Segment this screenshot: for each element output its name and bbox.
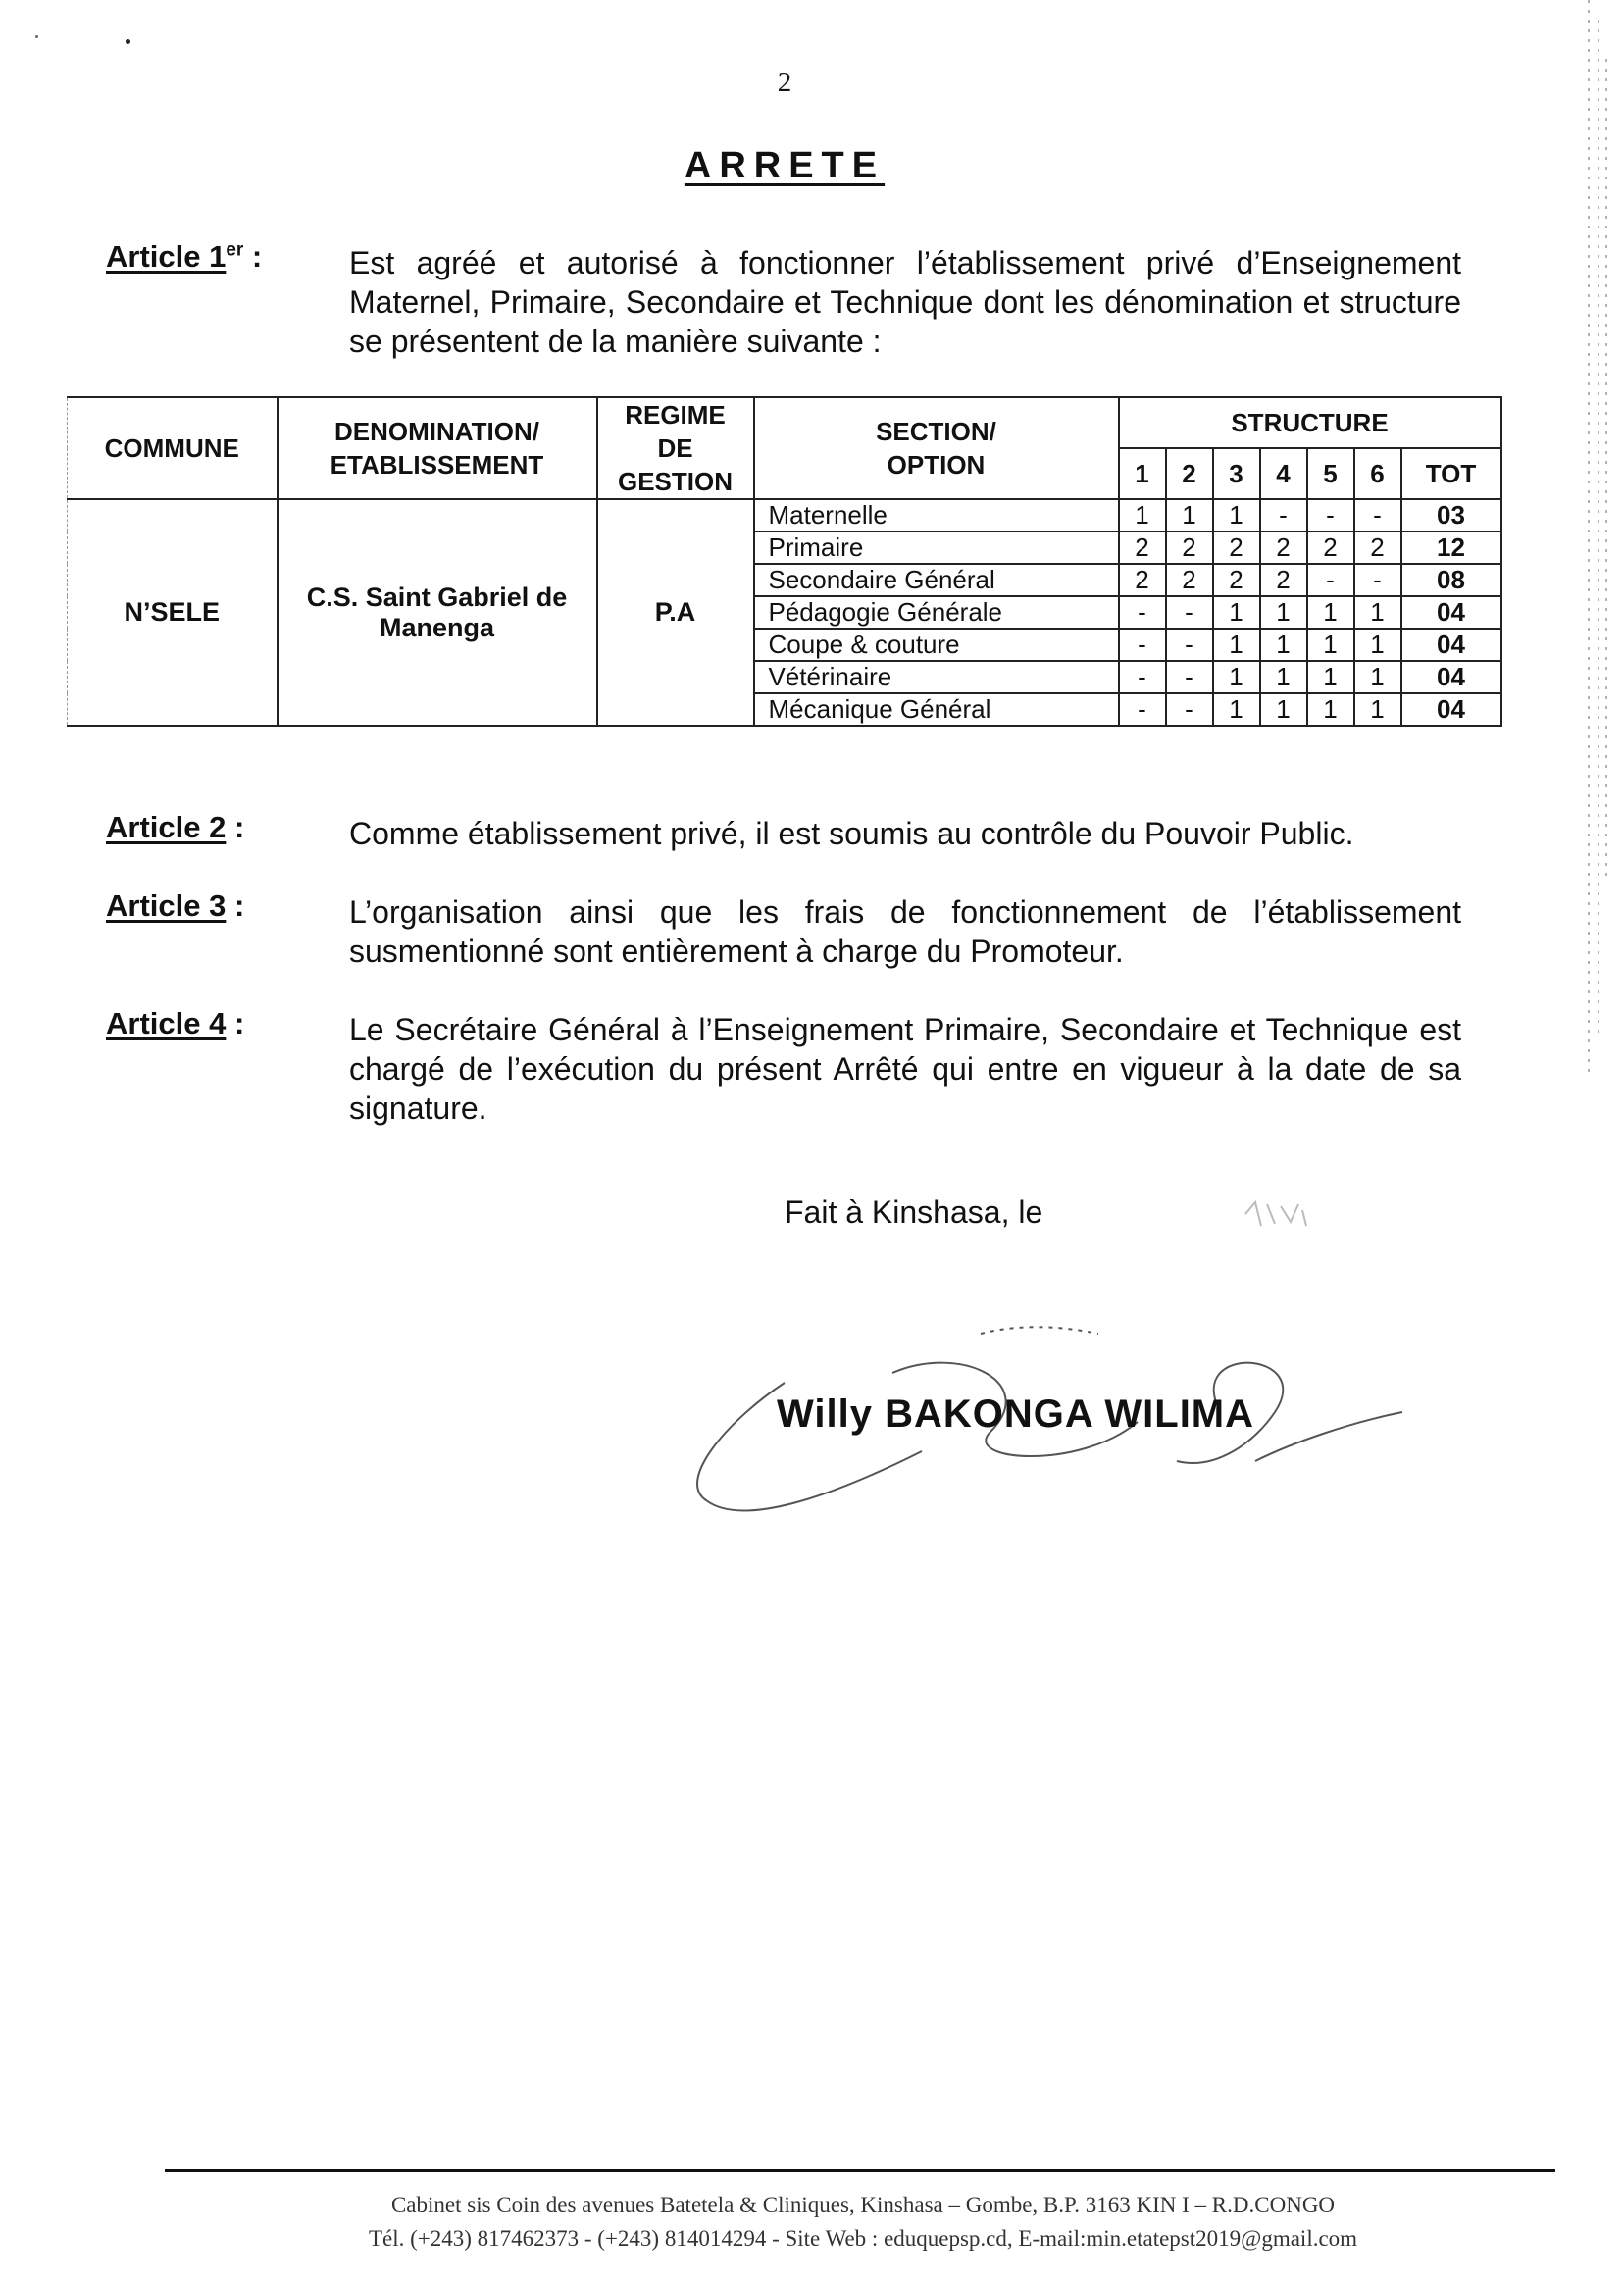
article-2-colon: : [226, 810, 245, 844]
header-denomination: DENOMINATION/ ETABLISSEMENT [278, 397, 597, 499]
footer-contact: Tél. (+243) 817462373 - (+243) 814014294 - Site Web : eduquepsp.cd, E-mail:min.etatepst2019@gmail.com [368, 2226, 1358, 2251]
value-cell: 1 [1213, 693, 1260, 726]
article-3-colon: : [226, 888, 245, 923]
regime-cell: P.A [597, 499, 754, 726]
value-cell: 1 [1119, 499, 1166, 531]
header-year-2: 2 [1166, 448, 1213, 499]
scan-speck [126, 39, 130, 44]
value-cell: 1 [1213, 661, 1260, 693]
value-cell: - [1166, 693, 1213, 726]
article-1-title: Article 1 [106, 239, 227, 274]
signatory-name: Willy BAKONGA WILIMA [777, 1392, 1255, 1436]
article-3-text: L’organisation ainsi que les frais de fonctionnement de l’établissement susmentionné sont entièrement à charge du Promoteur. [349, 894, 1461, 969]
section-cell: Maternelle [754, 499, 1119, 531]
section-cell: Mécanique Général [754, 693, 1119, 726]
header-year-6: 6 [1354, 448, 1401, 499]
article-1-sup: er [226, 239, 244, 261]
value-cell: - [1307, 564, 1354, 596]
value-cell: 1 [1260, 693, 1307, 726]
value-cell: 1 [1307, 629, 1354, 661]
value-cell: - [1354, 499, 1401, 531]
faded-date-stamp [1242, 1196, 1310, 1232]
value-cell: - [1307, 499, 1354, 531]
value-cell: 2 [1354, 531, 1401, 564]
value-cell: 2 [1213, 531, 1260, 564]
value-cell: - [1119, 661, 1166, 693]
section-cell: Primaire [754, 531, 1119, 564]
header-commune: COMMUNE [68, 397, 278, 499]
value-cell: - [1119, 629, 1166, 661]
article-2-label [106, 810, 331, 845]
value-cell: 1 [1307, 693, 1354, 726]
value-cell: 2 [1119, 564, 1166, 596]
scan-speck [35, 35, 38, 38]
header-year-1: 1 [1119, 448, 1166, 499]
value-cell: 2 [1166, 564, 1213, 596]
article-4-text: Le Secrétaire Général à l’Enseignement Primaire, Secondaire et Technique est chargé de l’exécution du présent Arrêté qui entre en vigueur à la date de sa signature. [349, 1012, 1461, 1126]
footer-divider [165, 2169, 1555, 2172]
value-cell: 1 [1213, 596, 1260, 629]
value-cell: 1 [1213, 499, 1260, 531]
value-cell: 1 [1166, 499, 1213, 531]
denomination-cell: C.S. Saint Gabriel de Manenga [278, 499, 597, 726]
total-cell: 04 [1401, 693, 1501, 726]
total-cell: 04 [1401, 661, 1501, 693]
article-3-label [106, 888, 331, 924]
value-cell: 1 [1213, 629, 1260, 661]
header-regime: REGIME DE GESTION [597, 397, 754, 499]
article-4-label [106, 1006, 331, 1041]
value-cell: 1 [1354, 596, 1401, 629]
value-cell: - [1166, 629, 1213, 661]
table-row [68, 499, 1501, 531]
article-1-label [106, 239, 331, 275]
header-year-4: 4 [1260, 448, 1307, 499]
value-cell: 1 [1260, 661, 1307, 693]
article-1-colon: : [243, 239, 263, 274]
value-cell: 2 [1307, 531, 1354, 564]
total-cell: 04 [1401, 629, 1501, 661]
value-cell: 1 [1307, 661, 1354, 693]
section-cell: Coupe & couture [754, 629, 1119, 661]
value-cell: 2 [1119, 531, 1166, 564]
page-number: 2 [777, 67, 792, 98]
article-3-title: Article 3 [106, 888, 227, 923]
value-cell: - [1166, 596, 1213, 629]
footer-address: Cabinet sis Coin des avenues Batetela & Cliniques, Kinshasa – Gombe, B.P. 3163 KIN I – R.D.CONGO [390, 2193, 1336, 2217]
scan-edge-noise [1581, 0, 1620, 1079]
document-title: ARRETE [684, 145, 886, 186]
header-section: SECTION/ OPTION [754, 397, 1119, 499]
article-1-text: Est agréé et autorisé à fonctionner l’établissement privé d’Enseignement Maternel, Primaire, Secondaire et Technique dont les dénomination et structure se présentent de la manière suivante : [349, 245, 1461, 359]
value-cell: 1 [1354, 629, 1401, 661]
value-cell: - [1354, 564, 1401, 596]
article-2-title: Article 2 [106, 810, 227, 844]
value-cell: 1 [1307, 596, 1354, 629]
value-cell: - [1166, 661, 1213, 693]
commune-cell: N’SELE [68, 499, 278, 726]
article-4-colon: : [226, 1006, 245, 1040]
section-cell: Vétérinaire [754, 661, 1119, 693]
value-cell: 1 [1260, 596, 1307, 629]
value-cell: - [1119, 693, 1166, 726]
fait-a-kinshasa: Fait à Kinshasa, le [785, 1194, 1043, 1230]
total-cell: 04 [1401, 596, 1501, 629]
article-4-title: Article 4 [106, 1006, 227, 1040]
value-cell: - [1260, 499, 1307, 531]
value-cell: 2 [1260, 564, 1307, 596]
value-cell: 2 [1260, 531, 1307, 564]
value-cell: 2 [1213, 564, 1260, 596]
value-cell: 1 [1354, 693, 1401, 726]
article-2-text: Comme établissement privé, il est soumis au contrôle du Pouvoir Public. [349, 816, 1354, 851]
value-cell: 1 [1260, 629, 1307, 661]
section-cell: Pédagogie Générale [754, 596, 1119, 629]
header-tot: TOT [1401, 448, 1501, 499]
total-cell: 03 [1401, 499, 1501, 531]
header-structure: STRUCTURE [1119, 397, 1501, 448]
total-cell: 12 [1401, 531, 1501, 564]
section-cell: Secondaire Général [754, 564, 1119, 596]
value-cell: 1 [1354, 661, 1401, 693]
total-cell: 08 [1401, 564, 1501, 596]
value-cell: 2 [1166, 531, 1213, 564]
header-year-3: 3 [1213, 448, 1260, 499]
header-year-5: 5 [1307, 448, 1354, 499]
structure-table [67, 396, 1502, 727]
value-cell: - [1119, 596, 1166, 629]
